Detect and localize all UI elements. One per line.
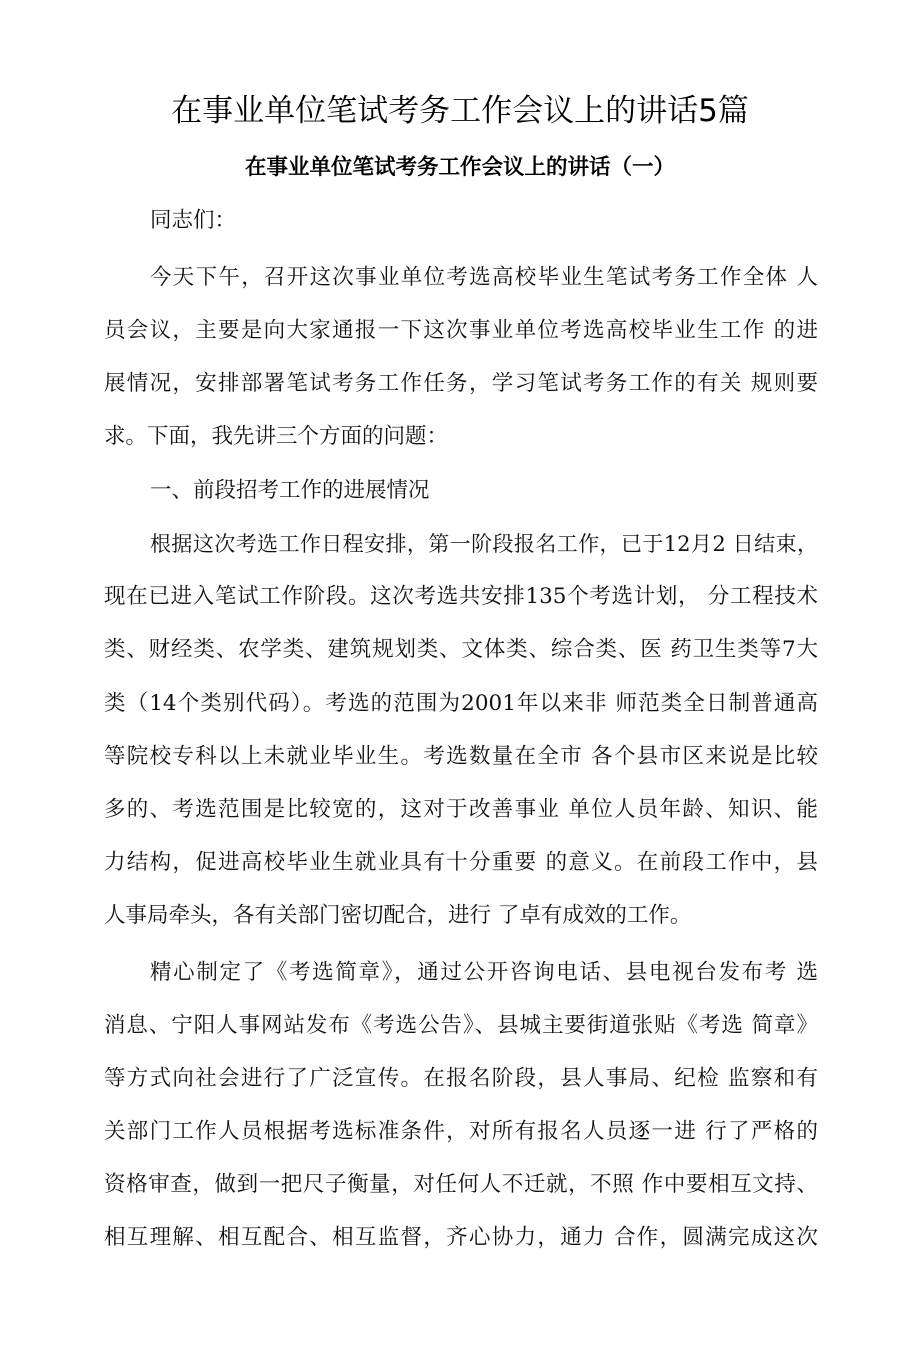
text-line: 等方式向社会进行了广泛宣传。在报名阶段，县人事局、纪检 监察和有 — [104, 1066, 818, 1091]
section-heading: 一、前段招考工作的进展情况 — [150, 478, 430, 503]
text-line: 人事局牵头，各有关部门密切配合，进行 了卓有成效的工作。 — [104, 903, 692, 928]
text-line: 员会议，主要是向大家通报一下这次事业单位考选高校毕业生工作 的进 — [104, 318, 818, 343]
text-line: 精心制定了《考选简章》，通过公开咨询电话、县电视台发布考 选 — [150, 960, 818, 985]
text-line: 等院校专科以上未就业毕业生。考选数量在全市 各个县市区来说是比较 — [104, 744, 818, 769]
text-line: 类（14个类别代码）。考选的范围为2001年以来非 师范类全日制普通高 — [104, 691, 818, 716]
text-line: 求。下面，我先讲三个方面的问题： — [104, 424, 449, 449]
text-line: 相互理解、相互配合、相互监督，齐心协力，通力 合作，圆满完成这次 — [104, 1225, 818, 1250]
text-line: 展情况，安排部署笔试考务工作任务，学习笔试考务工作的有关 规则要 — [104, 371, 818, 396]
text-line: 资格审查，做到一把尺子衡量，对任何人不迁就，不照 作中要相互文持、 — [104, 1172, 818, 1197]
text-line: 根据这次考选工作日程安排，第一阶段报名工作，已于12月2 日结束， — [150, 532, 818, 556]
document-subtitle: 在事业单位笔试考务工作会议上的讲话（一） — [244, 155, 675, 180]
document-title: 在事业单位笔试考务工作会议上的讲话5篇 — [171, 93, 749, 129]
text-line: 类、财经类、农学类、建筑规划类、文体类、综合类、医 药卫生类等7大 — [104, 637, 818, 662]
text-line: 今天下午，召开这次事业单位考选高校毕业生笔试考务工作全体 人 — [150, 265, 818, 290]
text-line: 消息、宁阳人事网站发布《考选公告》、县城主要街道张贴《考选 简章》 — [104, 1013, 818, 1038]
text-line: 现在已进入笔试工作阶段。这次考选共安排135个考选计划， 分工程技术 — [104, 584, 818, 609]
text-line: 关部门工作人员根据考选标准条件，对所有报名人员逐一进 行了严格的 — [104, 1119, 818, 1144]
text-line: 力结构，促进高校毕业生就业具有十分重要 的意义。在前段工作中，县 — [104, 850, 818, 875]
text-line: 多的、考选范围是比较宽的，这对于改善事业 单位人员年龄、知识、能 — [104, 797, 818, 822]
text-line: 同志们： — [150, 208, 237, 233]
